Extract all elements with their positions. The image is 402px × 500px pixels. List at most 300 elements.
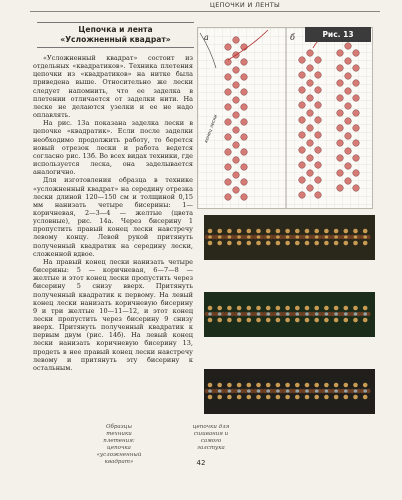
bead — [225, 74, 232, 81]
bead — [315, 147, 322, 154]
bead — [307, 50, 314, 57]
bead — [241, 59, 248, 66]
section-title — [37, 22, 194, 48]
bead — [257, 312, 261, 316]
bead — [353, 306, 358, 311]
bead-motif — [224, 229, 235, 246]
bead — [266, 389, 270, 393]
bead — [227, 241, 232, 246]
header-rule — [30, 11, 380, 12]
bead — [237, 389, 241, 393]
bead — [315, 162, 322, 169]
bead — [353, 155, 360, 162]
bead — [334, 383, 339, 388]
bead — [295, 306, 300, 311]
bead — [285, 229, 290, 234]
bead — [305, 229, 310, 234]
bead — [295, 395, 300, 400]
bead — [276, 318, 281, 323]
bead — [337, 170, 344, 177]
bead — [299, 117, 306, 124]
bead-motif — [341, 306, 352, 323]
bead — [334, 241, 339, 246]
bead — [363, 389, 367, 393]
bead — [307, 140, 314, 147]
bead — [256, 229, 261, 234]
paragraph: На рис. 13а показана заделка лески в цепочке «квадратик». Если после заделки необходимо продолжить работу, то берется новый отрезок лески и работа ведется согласно рис. 13б. Во всех видах техники, где используется леска, она заделывается аналогично. — [33, 119, 193, 177]
bead — [285, 318, 290, 323]
bead — [344, 395, 349, 400]
bead-motif — [253, 229, 264, 246]
paragraph: Для изготовления образца в технике «усложненный квадрат» на середину отрезка лески длиной 120—150 см и толщиной 0,15 мм нанизать четыре бисерины: 1— коричневая, 2—3—4 — желтые (цвета условные), рис. 14а. Через бисерину 1 пропустить правый конец лески навстречу левому концу. Левой рукой притянуть полученный квадратик на середину лески, сложенной вдвое. — [33, 176, 193, 258]
bead — [334, 395, 339, 400]
bead — [256, 318, 261, 323]
bead — [344, 389, 348, 393]
caption-right: цепочки для сшивания и самого галстука — [192, 424, 230, 451]
bead-motif — [205, 383, 216, 400]
bead — [228, 312, 232, 316]
bead — [345, 73, 352, 80]
bead — [247, 229, 252, 234]
caption-left: Образцы техники плетения: цепочка «усложненный квадрат» — [96, 424, 142, 465]
bead — [307, 170, 314, 177]
panel-a-label: а — [204, 33, 209, 42]
bead — [324, 229, 329, 234]
bead — [344, 306, 349, 311]
bead — [247, 235, 251, 239]
bead — [345, 43, 352, 50]
bead — [237, 395, 242, 400]
bead — [237, 229, 242, 234]
bead-motif — [311, 229, 322, 246]
bead-motif — [321, 383, 332, 400]
bead — [334, 235, 338, 239]
bead — [305, 235, 309, 239]
bead — [241, 164, 248, 171]
bead-motif — [321, 229, 332, 246]
bead — [345, 178, 352, 185]
bead — [307, 110, 314, 117]
bead — [324, 383, 329, 388]
bead — [266, 395, 271, 400]
bead — [233, 157, 240, 164]
bead — [266, 383, 271, 388]
bead-motif — [244, 306, 255, 323]
bead — [325, 235, 329, 239]
bead — [305, 383, 310, 388]
bead — [299, 177, 306, 184]
bead — [314, 395, 319, 400]
bead-motif — [273, 306, 284, 323]
bead — [305, 306, 310, 311]
bead — [337, 140, 344, 147]
bead — [247, 318, 252, 323]
figure-13 — [197, 27, 373, 209]
bead — [247, 383, 252, 388]
bead — [363, 241, 368, 246]
bead — [307, 125, 314, 132]
bead — [257, 235, 261, 239]
bead-motif — [311, 383, 322, 400]
bead — [286, 312, 290, 316]
bead — [247, 389, 251, 393]
bead — [324, 306, 329, 311]
bead — [345, 148, 352, 155]
bead — [247, 241, 252, 246]
bead — [217, 241, 222, 246]
bead-motif — [214, 383, 225, 400]
bead — [344, 312, 348, 316]
bead-motif — [331, 306, 342, 323]
bead-motif — [282, 229, 293, 246]
bead — [208, 389, 212, 393]
bead — [299, 87, 306, 94]
bead — [334, 229, 339, 234]
bead — [345, 163, 352, 170]
bead — [256, 306, 261, 311]
bead — [337, 110, 344, 117]
bead-motif — [341, 383, 352, 400]
bead-diagram — [198, 28, 372, 208]
bead — [225, 134, 232, 141]
bead-motif — [253, 306, 264, 323]
bead — [295, 318, 300, 323]
bead — [233, 127, 240, 134]
bead — [266, 229, 271, 234]
bead-motif — [282, 383, 293, 400]
bead-motif — [244, 229, 255, 246]
bead — [217, 318, 222, 323]
bead — [353, 80, 360, 87]
bead — [227, 395, 232, 400]
bead — [233, 112, 240, 119]
bead — [276, 395, 281, 400]
bead-motif — [341, 229, 352, 246]
bead — [227, 229, 232, 234]
bead — [296, 235, 300, 239]
bead-motif — [214, 306, 225, 323]
bead — [233, 67, 240, 74]
bead — [363, 395, 368, 400]
bead — [241, 149, 248, 156]
bead-motif — [263, 306, 274, 323]
bead — [276, 389, 280, 393]
bead — [285, 306, 290, 311]
bead-motif — [350, 306, 361, 323]
bead — [345, 103, 352, 110]
bead — [237, 306, 242, 311]
bead-motif — [350, 383, 361, 400]
bead — [276, 229, 281, 234]
bead — [295, 241, 300, 246]
bead — [218, 389, 222, 393]
bead — [217, 306, 222, 311]
bead — [217, 383, 222, 388]
bead — [286, 389, 290, 393]
bead — [307, 80, 314, 87]
sample-photo-1 — [204, 215, 375, 260]
panel-b-label: б — [290, 33, 295, 42]
bead — [225, 89, 232, 96]
bead — [344, 241, 349, 246]
bead — [299, 72, 306, 79]
bead — [241, 104, 248, 111]
page-number: 42 — [196, 459, 206, 467]
bead — [324, 395, 329, 400]
bead — [315, 235, 319, 239]
bead-motif — [234, 306, 245, 323]
bead-motif — [205, 229, 216, 246]
bead — [305, 395, 310, 400]
bead — [299, 132, 306, 139]
bead — [315, 132, 322, 139]
bead-motif — [292, 306, 303, 323]
bead — [334, 312, 338, 316]
bead-motif — [350, 229, 361, 246]
bead — [324, 318, 329, 323]
bead — [276, 383, 281, 388]
title-line-2: «Усложненный квадрат» — [60, 35, 171, 44]
bead-motif — [292, 229, 303, 246]
bead-motif — [253, 383, 264, 400]
bead — [345, 58, 352, 65]
bead — [354, 235, 358, 239]
bead — [225, 44, 232, 51]
bead — [315, 117, 322, 124]
bead-motif — [273, 229, 284, 246]
bead — [227, 306, 232, 311]
title-line-1: Цепочка и лента — [78, 25, 153, 34]
bead — [314, 383, 319, 388]
bead — [314, 241, 319, 246]
figure-label: Рис. 13 — [305, 27, 371, 42]
bead — [237, 312, 241, 316]
bead — [353, 170, 360, 177]
bead — [344, 318, 349, 323]
bead — [208, 395, 213, 400]
bead — [353, 95, 360, 102]
bead — [363, 312, 367, 316]
bead — [325, 312, 329, 316]
bead-motif — [302, 306, 313, 323]
bead-motif — [360, 383, 371, 400]
running-head: ЦЕПОЧКИ И ЛЕНТЫ — [209, 1, 281, 9]
bead — [315, 177, 322, 184]
bead — [345, 118, 352, 125]
bead — [337, 125, 344, 132]
bead — [225, 104, 232, 111]
bead — [285, 241, 290, 246]
bead — [305, 241, 310, 246]
bead — [233, 82, 240, 89]
bead — [334, 389, 338, 393]
bead — [337, 155, 344, 162]
bead-motif — [263, 229, 274, 246]
bead — [353, 241, 358, 246]
bead — [208, 383, 213, 388]
bead-motif — [282, 306, 293, 323]
bead — [337, 80, 344, 87]
bead — [237, 318, 242, 323]
bead — [315, 87, 322, 94]
bead — [241, 179, 248, 186]
bead — [225, 194, 232, 201]
bead — [353, 395, 358, 400]
bead — [315, 72, 322, 79]
bead — [344, 235, 348, 239]
bead — [237, 235, 241, 239]
bead — [228, 235, 232, 239]
bead — [299, 102, 306, 109]
bead — [345, 133, 352, 140]
bead — [241, 134, 248, 141]
bead — [299, 147, 306, 154]
bead — [233, 142, 240, 149]
bead — [363, 306, 368, 311]
bead — [227, 383, 232, 388]
bead — [315, 102, 322, 109]
bead — [315, 389, 319, 393]
bead — [218, 312, 222, 316]
bead — [276, 306, 281, 311]
bead — [256, 241, 261, 246]
bead — [233, 172, 240, 179]
bead — [266, 235, 270, 239]
bead — [225, 149, 232, 156]
bead — [237, 383, 242, 388]
bead-motif — [244, 383, 255, 400]
bead-motif — [273, 383, 284, 400]
bead-motif — [321, 306, 332, 323]
bead-motif — [331, 229, 342, 246]
bead — [353, 50, 360, 57]
bead-motif — [263, 383, 274, 400]
bead — [266, 241, 271, 246]
bead — [353, 383, 358, 388]
bead — [228, 389, 232, 393]
bead — [353, 229, 358, 234]
bead-motif — [234, 229, 245, 246]
bead-motif — [302, 229, 313, 246]
bead — [314, 229, 319, 234]
bead — [334, 306, 339, 311]
bead — [315, 57, 322, 64]
bead — [241, 89, 248, 96]
bead — [237, 241, 242, 246]
bead-motif — [331, 383, 342, 400]
bead — [353, 140, 360, 147]
bead — [305, 389, 309, 393]
bead-motif — [311, 306, 322, 323]
sample-photo-2 — [204, 292, 375, 337]
thread-note: конец лески — [204, 114, 219, 144]
sample-photo-3 — [204, 369, 375, 414]
bead — [241, 74, 248, 81]
bead-motif — [234, 383, 245, 400]
bead — [307, 65, 314, 72]
bead — [227, 318, 232, 323]
bead — [266, 306, 271, 311]
bead — [208, 312, 212, 316]
bead — [295, 229, 300, 234]
bead — [217, 229, 222, 234]
bead — [363, 229, 368, 234]
bead — [344, 383, 349, 388]
bead — [353, 65, 360, 72]
bead — [233, 37, 240, 44]
bead — [296, 312, 300, 316]
bead-motif — [224, 383, 235, 400]
bead — [337, 50, 344, 57]
bead-motif — [205, 306, 216, 323]
bead — [256, 383, 261, 388]
bead — [247, 306, 252, 311]
bead — [299, 57, 306, 64]
bead — [363, 383, 368, 388]
bead — [299, 162, 306, 169]
bead — [286, 235, 290, 239]
bead — [276, 235, 280, 239]
bead — [225, 164, 232, 171]
bead — [353, 318, 358, 323]
bead — [334, 318, 339, 323]
bead-motif — [360, 229, 371, 246]
paragraph: «Усложненный квадрат» состоит из отдельных «квадратиков». Техника плетения цепочки из «квадратиков» на нитке была приведена выше. Относительно же лески следует напомнить, что ее заделка в плетении отличается от заделки нити. На леске не делаются узелки и ее не надо оплавлять. — [33, 54, 193, 120]
bead — [325, 389, 329, 393]
bead — [266, 318, 271, 323]
bead — [218, 235, 222, 239]
bead — [337, 185, 344, 192]
bead — [296, 389, 300, 393]
bead-motif — [292, 383, 303, 400]
bead — [307, 185, 314, 192]
bead — [225, 119, 232, 126]
bead — [354, 389, 358, 393]
bead — [247, 312, 251, 316]
bead — [299, 192, 306, 199]
bead — [233, 187, 240, 194]
bead — [241, 119, 248, 126]
bead — [305, 312, 309, 316]
bead — [208, 229, 213, 234]
bead — [257, 389, 261, 393]
bead — [208, 318, 213, 323]
bead — [344, 229, 349, 234]
bead — [353, 185, 360, 192]
bead — [208, 306, 213, 311]
bead — [266, 312, 270, 316]
bead — [208, 235, 212, 239]
bead — [208, 241, 213, 246]
bead — [225, 179, 232, 186]
bead — [353, 110, 360, 117]
bead — [314, 306, 319, 311]
bead — [363, 318, 368, 323]
bead — [256, 395, 261, 400]
bead — [295, 383, 300, 388]
bead — [353, 125, 360, 132]
bead-motif — [214, 229, 225, 246]
bead — [285, 395, 290, 400]
bead — [337, 65, 344, 72]
bead — [305, 318, 310, 323]
bead — [217, 395, 222, 400]
bead-motif — [302, 383, 313, 400]
bead — [324, 241, 329, 246]
bead — [276, 312, 280, 316]
bead — [241, 194, 248, 201]
bead — [233, 97, 240, 104]
